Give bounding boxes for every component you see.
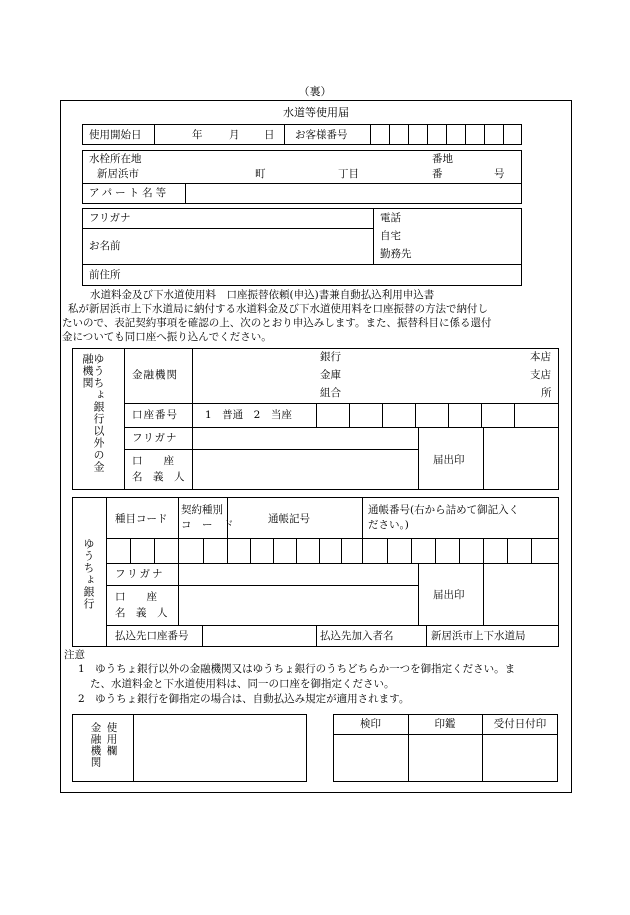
ban-label: 番 xyxy=(432,168,443,180)
kumiai-label: 組合 xyxy=(320,387,341,399)
yucho-holder-label-2: 名 義 人 xyxy=(115,607,168,619)
town-label: 町 xyxy=(255,168,266,180)
note-1-line-2: た、水道料金と下水道使用料は、同一の口座を御指定ください。 xyxy=(90,678,395,690)
payee-account-label: 払込先口座番号 xyxy=(115,630,189,642)
stamp-label: 印鑑 xyxy=(434,718,456,730)
account-type-options[interactable]: 1 普通 2 当座 xyxy=(205,409,292,421)
note-2: 2 ゆうちょ銀行を御指定の場合は、自動払込み規定が適用されます。 xyxy=(78,693,410,705)
go-label: 号 xyxy=(494,168,505,180)
shiten-label: 支店 xyxy=(530,369,551,381)
customer-number-input[interactable] xyxy=(371,125,521,144)
other-bank-holder-label-1: 口 座 xyxy=(132,455,174,467)
home-phone-label: 自宅 xyxy=(380,230,401,242)
institution-input[interactable] xyxy=(193,349,313,402)
apartment-input[interactable] xyxy=(186,184,521,203)
sho-label: 所 xyxy=(541,387,552,399)
shinkin-label: 金庫 xyxy=(320,369,341,381)
office-label-a: 金融機関 xyxy=(89,722,102,768)
person-name-label: お名前 xyxy=(89,240,121,252)
inspection-seal-label: 検印 xyxy=(360,718,381,730)
city-label: 新居浜市 xyxy=(97,168,139,180)
intro-title: 水道料金及び下水道使用料 口座振替依頼(申込)書兼自動払込利用申込書 xyxy=(90,289,435,301)
passbook-number-label-2: ださい。) xyxy=(368,519,409,531)
use-start-month-label: 月 xyxy=(229,129,240,141)
account-number-label: 口座番号 xyxy=(132,409,178,421)
previous-address-label: 前住所 xyxy=(89,269,121,281)
contract-code-label-1: 契約種別 xyxy=(181,504,223,516)
intro-line-2: たいので、表記契約事項を確認の上、次のとおり申込みします。また、振替科目に係る還付 xyxy=(62,317,492,329)
other-bank-holder-label-2: 名 義 人 xyxy=(132,471,185,483)
bank-label: 銀行 xyxy=(320,351,341,363)
notes-heading: 注意 xyxy=(64,649,85,661)
person-furigana-label: フリガナ xyxy=(89,212,131,224)
use-start-year-label: 年 xyxy=(192,129,203,141)
payee-name-value: 新居浜市上下水道局 xyxy=(431,630,526,642)
honten-label: 本店 xyxy=(530,351,551,363)
location-label: 水栓所在地 xyxy=(89,153,142,165)
phone-label: 電話 xyxy=(380,212,401,224)
yucho-side-label: ゆうちょ銀行 xyxy=(82,538,95,610)
other-bank-seal-label: 届出印 xyxy=(433,454,465,466)
other-bank-side-label: ゆうちょ銀行以外の金融機関 xyxy=(81,353,105,473)
page-side-label: （裏） xyxy=(298,85,332,98)
yucho-seal-label: 届出印 xyxy=(433,589,465,601)
yucho-holder-label-1: 口 座 xyxy=(115,591,157,603)
other-bank-furigana-label: フリガナ xyxy=(132,432,178,444)
institution-label: 金融機関 xyxy=(132,369,178,381)
customer-number-label: お客様番号 xyxy=(295,129,348,141)
contract-code-label-2: コ ー ド xyxy=(181,519,234,531)
type-code-label: 種目コード xyxy=(115,513,168,525)
account-holder-input[interactable] xyxy=(193,450,417,489)
passbook-number-label-1: 通帳番号(右から詰めて御記入く xyxy=(368,504,520,516)
office-label-b: 使用欄 xyxy=(105,722,118,757)
banchi-label: 番地 xyxy=(432,153,453,165)
note-1-line-1: 1 ゆうちょ銀行以外の金融機関又はゆうちょ銀行のうちどちらか一つを御指定ください。ま xyxy=(78,663,516,675)
use-start-day-label: 日 xyxy=(264,129,275,141)
person-name-input[interactable] xyxy=(83,229,372,263)
passbook-symbol-label: 通帳記号 xyxy=(268,513,310,525)
date-stamp-label: 受付日付印 xyxy=(493,718,547,730)
intro-line-3: 金についても同口座へ振り込んでください。 xyxy=(62,331,272,343)
apartment-label: アパート名等 xyxy=(89,187,170,199)
work-phone-label: 勤務先 xyxy=(380,248,412,260)
form-title: 水道等使用届 xyxy=(283,106,349,119)
chome-label: 丁目 xyxy=(338,168,359,180)
payee-name-label: 払込先加入者名 xyxy=(320,630,394,642)
intro-line-1: 私が新居浜市上下水道局に納付する水道料金及び下水道使用料を口座振替の方法で納付し xyxy=(68,303,488,315)
yucho-holder-input[interactable] xyxy=(179,586,417,624)
yucho-furigana-label: フリガナ xyxy=(115,568,165,580)
use-start-label: 使用開始日 xyxy=(89,129,142,141)
